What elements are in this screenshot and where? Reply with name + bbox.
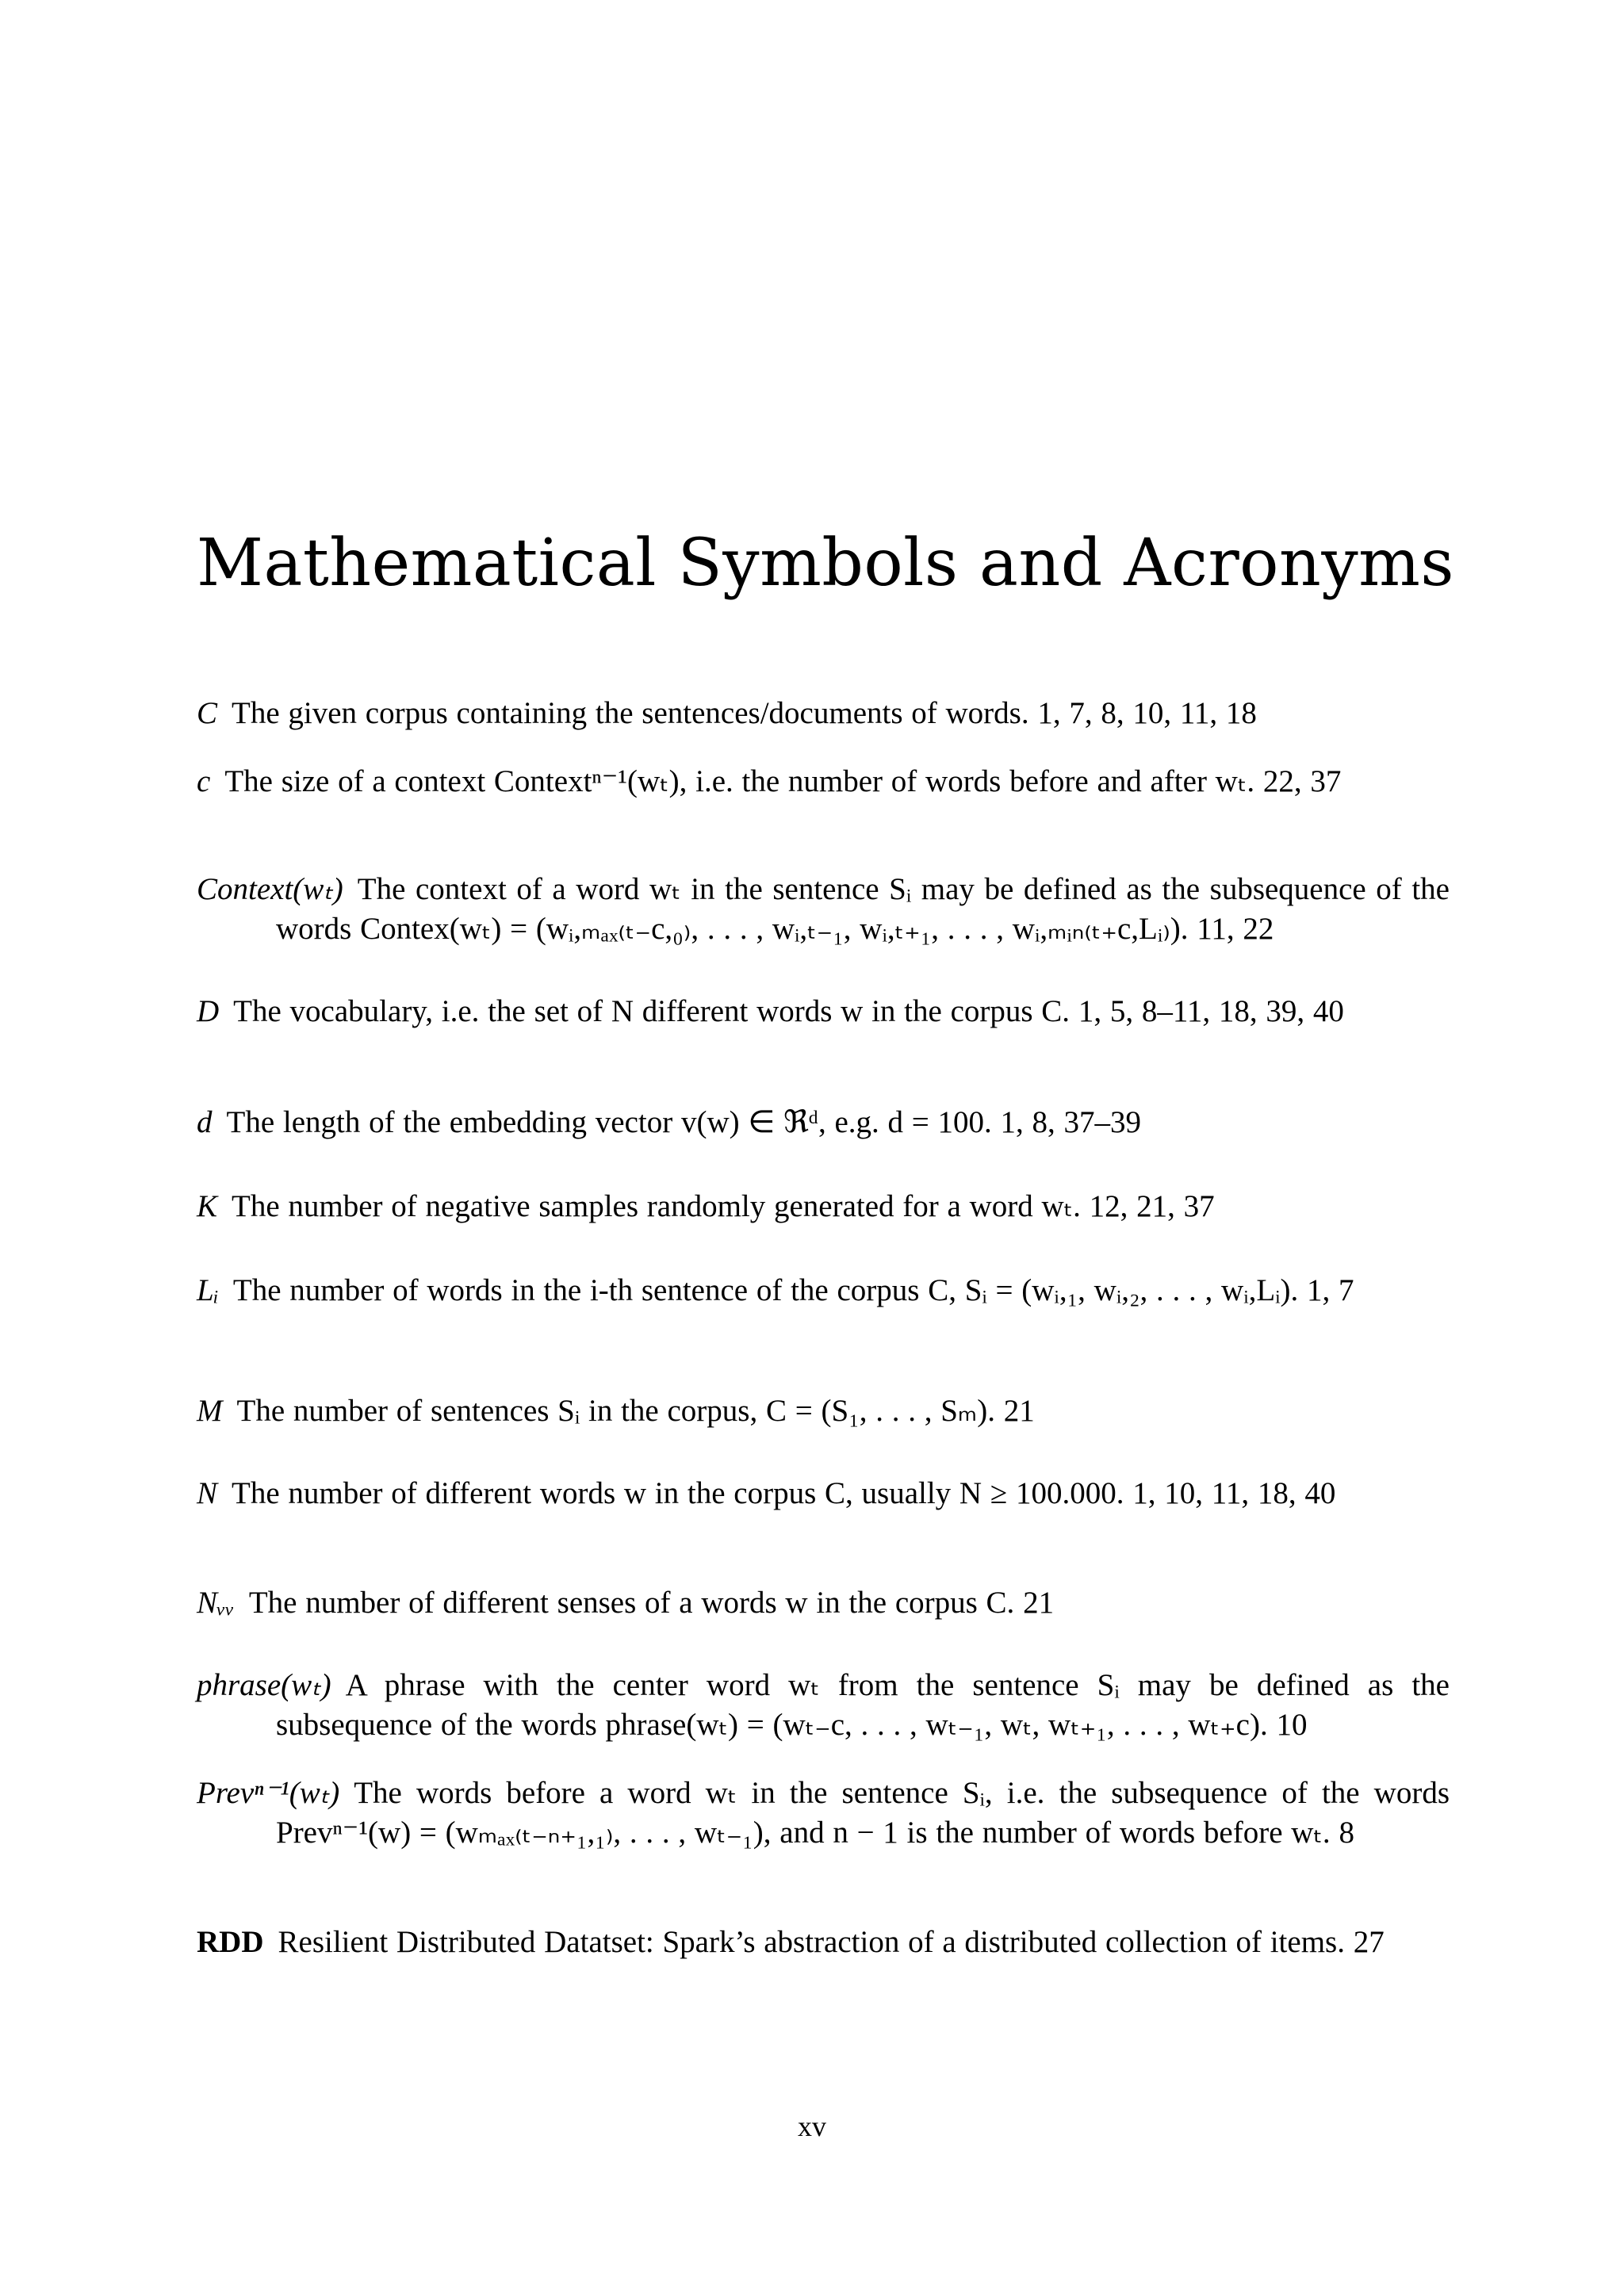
glossary-page-refs: 1, 10, 11, 18, 40 <box>1132 1476 1336 1510</box>
glossary-entry-rdd <box>197 1923 1450 1962</box>
glossary-page-refs: 1, 7 <box>1307 1273 1354 1307</box>
glossary-term: d <box>197 1105 213 1139</box>
glossary-page-refs: 21 <box>1023 1586 1055 1620</box>
glossary-term: Context(wₜ) <box>197 872 343 906</box>
glossary-term: phrase(wₜ) <box>197 1668 331 1702</box>
glossary-term: N <box>197 1476 218 1510</box>
glossary-term: C <box>197 696 218 730</box>
glossary-page-refs: 1, 8, 37–39 <box>1000 1105 1142 1139</box>
glossary-term: Nᵥᵥ <box>197 1586 235 1620</box>
page-title: Mathematical Symbols and Acronyms <box>197 525 1454 601</box>
glossary-page-refs: 21 <box>1003 1394 1035 1428</box>
glossary-entry-d <box>197 1103 1450 1142</box>
glossary-page-refs: 12, 21, 37 <box>1089 1189 1215 1223</box>
glossary-term: K <box>197 1189 218 1223</box>
glossary-term: RDD <box>197 1925 264 1959</box>
glossary-description: The words before a word wₜ in the sentence Sᵢ, i.e. the subsequence of the words Prevⁿ⁻¹(w) = (wₘₐₓ₍ₜ₋ₙ₊₁,₁₎, . . . , wₜ₋₁), and n − 1 is the number of words before wₜ. <box>276 1776 1450 1850</box>
glossary-entry-D <box>197 992 1450 1031</box>
glossary-description: The number of different senses of a words w in the corpus C. <box>248 1586 1015 1620</box>
glossary-entry-Nw <box>197 1583 1450 1623</box>
glossary-page-refs: 1, 5, 8–11, 18, 39, 40 <box>1078 994 1344 1028</box>
page-number: xv <box>798 2110 826 2142</box>
glossary-page-refs: 10 <box>1276 1708 1308 1742</box>
glossary-entry-context <box>197 870 1450 949</box>
glossary-description: The vocabulary, i.e. the set of N different words w in the corpus C. <box>233 994 1071 1028</box>
glossary-entry-N <box>197 1474 1450 1513</box>
glossary-term: c <box>197 764 211 798</box>
glossary-description: The number of negative samples randomly generated for a word wₜ. <box>232 1189 1081 1223</box>
glossary-page-refs: 1, 7, 8, 10, 11, 18 <box>1037 696 1257 730</box>
glossary-description: Resilient Distributed Datatset: Spark’s abstraction of a distributed collection of items. <box>278 1925 1345 1959</box>
glossary-entry-Li <box>197 1271 1450 1311</box>
glossary-description: The length of the embedding vector v(w) ∈ ℜᵈ, e.g. d = 100. <box>226 1105 992 1139</box>
glossary-description: The context of a word wₜ in the sentence Sᵢ may be defined as the subsequence of the words Contex(wₜ) = (wᵢ,ₘₐₓ₍ₜ₋c,₀₎, . . . , wᵢ,ₜ₋₁, wᵢ,ₜ₊₁, . . . , wᵢ,ₘᵢₙ₍ₜ₊c,Lᵢ₎). <box>276 872 1450 946</box>
glossary-description: The given corpus containing the sentences/documents of words. <box>232 696 1029 730</box>
glossary-entry-c <box>197 762 1450 802</box>
glossary-term: Lᵢ <box>197 1273 219 1307</box>
glossary-page-refs: 11, 22 <box>1197 912 1274 946</box>
glossary-page-refs: 8 <box>1339 1816 1354 1850</box>
glossary-description: The number of sentences Sᵢ in the corpus, C = (S₁, . . . , Sₘ). <box>236 1394 995 1428</box>
glossary-term: M <box>197 1394 223 1428</box>
glossary-entry-K <box>197 1187 1450 1226</box>
glossary-page-refs: 22, 37 <box>1262 764 1342 798</box>
glossary-description: The size of a context Contextⁿ⁻¹(wₜ), i.e. the number of words before and after wₜ. <box>224 764 1255 798</box>
glossary-description: The number of different words w in the corpus C, usually N ≥ 100.000. <box>232 1476 1124 1510</box>
glossary-entry-M <box>197 1391 1450 1431</box>
glossary-term: Prevⁿ⁻¹(wₜ) <box>197 1776 340 1810</box>
glossary-entry-prev <box>197 1774 1450 1853</box>
glossary-description: The number of words in the i-th sentence of the corpus C, Sᵢ = (wᵢ,₁, wᵢ,₂, . . . , wᵢ,Lᵢ). <box>232 1273 1299 1307</box>
glossary-entry-phrase <box>197 1666 1450 1745</box>
glossary-description: A phrase with the center word wₜ from the sentence Sᵢ may be defined as the subsequence of the words phrase(wₜ) = (wₜ₋c, . . . , wₜ₋₁, wₜ, wₜ₊₁, . . . , wₜ₊c). <box>276 1668 1450 1742</box>
glossary-term: D <box>197 994 220 1028</box>
glossary-entry-C <box>197 694 1450 733</box>
glossary-page-refs: 27 <box>1353 1925 1385 1959</box>
